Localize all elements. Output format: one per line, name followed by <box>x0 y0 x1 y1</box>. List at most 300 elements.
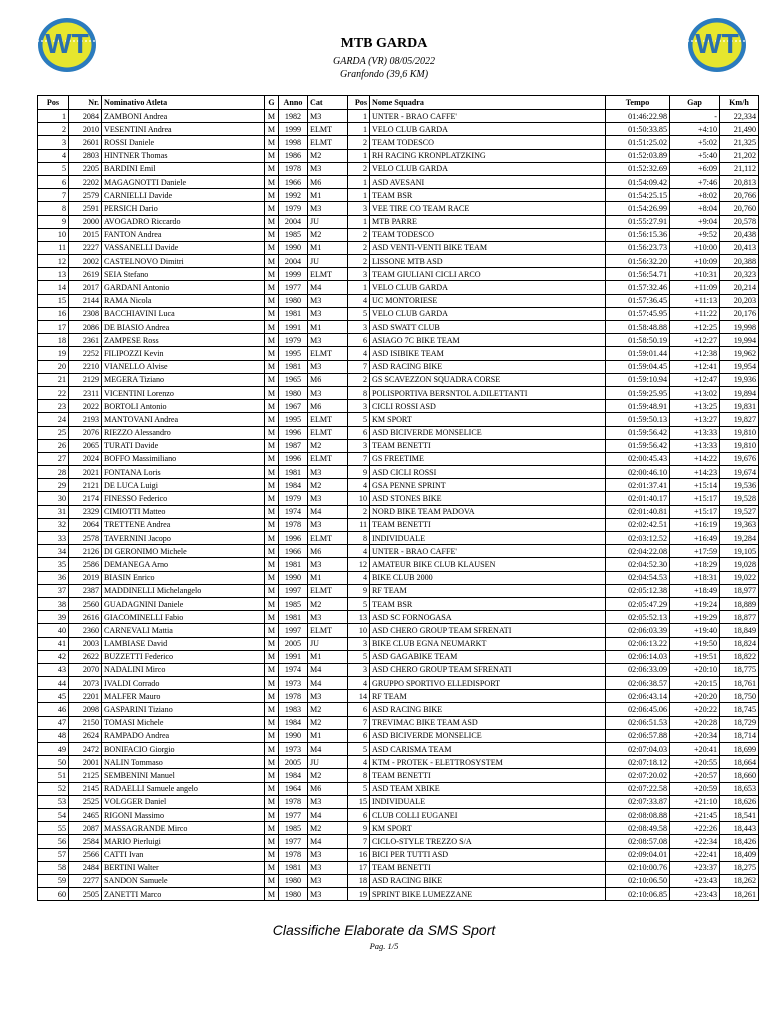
cell-year: 1980 <box>279 874 308 887</box>
col-pos: Pos <box>38 96 69 110</box>
table-row <box>38 123 759 136</box>
cell-gender: M <box>265 505 279 518</box>
cell-team: UNTER - BRAO CAFFE' <box>370 110 606 123</box>
cell-gap: +20:34 <box>670 729 720 742</box>
cell-athlete: CATTI Ivan <box>102 848 265 861</box>
cell-gender: M <box>265 756 279 769</box>
table-row <box>38 202 759 215</box>
cell-year: 1978 <box>279 518 308 531</box>
cell-athlete: GIACOMINELLI Fabio <box>102 611 265 624</box>
cell-gender: M <box>265 215 279 228</box>
cell-team: ASD BICIVERDE MONSELICE <box>370 729 606 742</box>
table-row <box>38 452 759 465</box>
cell-year: 1981 <box>279 558 308 571</box>
cell-cat-pos: 19 <box>348 888 370 901</box>
cell-team: VELO CLUB GARDA <box>370 123 606 136</box>
cell-cat-pos: 7 <box>348 716 370 729</box>
table-row <box>38 782 759 795</box>
cell-gap: +15:17 <box>670 492 720 505</box>
cell-gap: +23:43 <box>670 888 720 901</box>
cell-cat-pos: 3 <box>348 637 370 650</box>
cell-bib: 2619 <box>69 268 102 281</box>
cell-pos: 17 <box>38 321 69 334</box>
cell-gender: M <box>265 571 279 584</box>
cell-team: ASD SWATT CLUB <box>370 321 606 334</box>
cell-athlete: NADALINI Mirco <box>102 663 265 676</box>
table-row <box>38 874 759 887</box>
cell-team: BIKE CLUB EGNA NEUMARKT <box>370 637 606 650</box>
cell-year: 1996 <box>279 426 308 439</box>
cell-year: 2004 <box>279 215 308 228</box>
cell-gap: +7:46 <box>670 175 720 188</box>
cell-category: ELMT <box>308 123 348 136</box>
cell-speed: 18,977 <box>720 584 759 597</box>
cell-year: 1984 <box>279 716 308 729</box>
cell-time: 02:07:18.12 <box>606 756 670 769</box>
cell-bib: 2121 <box>69 479 102 492</box>
cell-bib: 2803 <box>69 149 102 162</box>
cell-cat-pos: 3 <box>348 400 370 413</box>
cell-pos: 18 <box>38 334 69 347</box>
cell-speed: 18,664 <box>720 756 759 769</box>
cell-speed: 21,112 <box>720 162 759 175</box>
cell-team: ASD TEAM XBIKE <box>370 782 606 795</box>
cell-cat-pos: 6 <box>348 703 370 716</box>
table-row <box>38 848 759 861</box>
cell-cat-pos: 10 <box>348 624 370 637</box>
cell-team: ASD RACING BIKE <box>370 874 606 887</box>
cell-category: M3 <box>308 110 348 123</box>
cell-gap: +8:04 <box>670 202 720 215</box>
cell-bib: 2591 <box>69 202 102 215</box>
cell-bib: 2505 <box>69 888 102 901</box>
cell-time: 02:01:37.41 <box>606 479 670 492</box>
cell-cat-pos: 5 <box>348 650 370 663</box>
cell-year: 1981 <box>279 611 308 624</box>
cell-category: M3 <box>308 874 348 887</box>
cell-category: M2 <box>308 703 348 716</box>
cell-speed: 18,822 <box>720 650 759 663</box>
cell-category: M3 <box>308 611 348 624</box>
cell-gender: M <box>265 729 279 742</box>
cell-athlete: BUZZETTI Federico <box>102 650 265 663</box>
cell-pos: 34 <box>38 545 69 558</box>
cell-athlete: MARIO Pierluigi <box>102 835 265 848</box>
cell-team: ASD AVESANI <box>370 175 606 188</box>
cell-team: ASD CICLI ROSSI <box>370 466 606 479</box>
cell-cat-pos: 2 <box>348 255 370 268</box>
cell-gap: +9:52 <box>670 228 720 241</box>
cell-year: 1997 <box>279 584 308 597</box>
table-row <box>38 162 759 175</box>
table-row <box>38 808 759 821</box>
cell-bib: 2560 <box>69 597 102 610</box>
results-body <box>38 110 759 901</box>
cell-gap: +12:41 <box>670 360 720 373</box>
cell-athlete: DEMANEGA Arno <box>102 558 265 571</box>
cell-pos: 39 <box>38 611 69 624</box>
cell-gap: +20:59 <box>670 782 720 795</box>
cell-category: M3 <box>308 492 348 505</box>
cell-cat-pos: 15 <box>348 795 370 808</box>
cell-bib: 2329 <box>69 505 102 518</box>
cell-year: 1977 <box>279 835 308 848</box>
cell-time: 02:06:45.06 <box>606 703 670 716</box>
col-nr: Nr. <box>69 96 102 110</box>
cell-pos: 3 <box>38 136 69 149</box>
cell-gap: +19:24 <box>670 597 720 610</box>
table-row <box>38 466 759 479</box>
cell-cat-pos: 6 <box>348 808 370 821</box>
cell-bib: 2601 <box>69 136 102 149</box>
table-row <box>38 268 759 281</box>
table-row <box>38 835 759 848</box>
cell-bib: 2126 <box>69 545 102 558</box>
cell-bib: 2193 <box>69 413 102 426</box>
cell-time: 02:05:47.29 <box>606 597 670 610</box>
cell-gap: +23:37 <box>670 861 720 874</box>
cell-bib: 2010 <box>69 123 102 136</box>
cell-bib: 2021 <box>69 466 102 479</box>
cell-pos: 38 <box>38 597 69 610</box>
cell-year: 1981 <box>279 307 308 320</box>
cell-speed: 21,490 <box>720 123 759 136</box>
cell-category: M4 <box>308 835 348 848</box>
cell-cat-pos: 9 <box>348 584 370 597</box>
cell-gap: +6:09 <box>670 162 720 175</box>
cell-category: M3 <box>308 861 348 874</box>
cell-gender: M <box>265 386 279 399</box>
cell-athlete: BIASIN Enrico <box>102 571 265 584</box>
cell-team: CICLI ROSSI ASD <box>370 400 606 413</box>
cell-speed: 18,541 <box>720 808 759 821</box>
cell-year: 1985 <box>279 597 308 610</box>
cell-category: M3 <box>308 307 348 320</box>
cell-speed: 20,203 <box>720 294 759 307</box>
cell-athlete: RAMPADO Andrea <box>102 729 265 742</box>
cell-athlete: IVALDI Corrado <box>102 677 265 690</box>
cell-speed: 18,409 <box>720 848 759 861</box>
cell-bib: 2024 <box>69 452 102 465</box>
col-athlete: Nominativo Atleta <box>102 96 265 110</box>
cell-year: 1991 <box>279 650 308 663</box>
cell-time: 02:10:00.76 <box>606 861 670 874</box>
cell-pos: 32 <box>38 518 69 531</box>
cell-year: 1981 <box>279 466 308 479</box>
cell-gender: M <box>265 637 279 650</box>
cell-bib: 2144 <box>69 294 102 307</box>
cell-cat-pos: 10 <box>348 492 370 505</box>
cell-pos: 50 <box>38 756 69 769</box>
cell-gap: +10:00 <box>670 241 720 254</box>
cell-speed: 18,761 <box>720 677 759 690</box>
cell-bib: 2202 <box>69 175 102 188</box>
cell-team: UNTER - BRAO CAFFE' <box>370 545 606 558</box>
cell-speed: 19,676 <box>720 452 759 465</box>
cell-gap: +11:13 <box>670 294 720 307</box>
cell-year: 1985 <box>279 822 308 835</box>
cell-gender: M <box>265 202 279 215</box>
cell-gap: +20:20 <box>670 690 720 703</box>
cell-year: 1986 <box>279 149 308 162</box>
cell-category: M3 <box>308 558 348 571</box>
cell-pos: 22 <box>38 386 69 399</box>
cell-team: RF TEAM <box>370 584 606 597</box>
cell-speed: 20,413 <box>720 241 759 254</box>
cell-speed: 21,202 <box>720 149 759 162</box>
cell-cat-pos: 14 <box>348 690 370 703</box>
cell-cat-pos: 5 <box>348 743 370 756</box>
cell-speed: 20,323 <box>720 268 759 281</box>
cell-gender: M <box>265 255 279 268</box>
cell-bib: 2174 <box>69 492 102 505</box>
cell-team: LISSONE MTB ASD <box>370 255 606 268</box>
cell-gender: M <box>265 545 279 558</box>
cell-team: ASD CHERO GROUP TEAM SFRENATI <box>370 663 606 676</box>
cell-pos: 9 <box>38 215 69 228</box>
cell-gender: M <box>265 228 279 241</box>
cell-athlete: LAMBIASE David <box>102 637 265 650</box>
table-row <box>38 373 759 386</box>
cell-year: 1985 <box>279 228 308 241</box>
cell-athlete: BERTINI Walter <box>102 861 265 874</box>
cell-bib: 2308 <box>69 307 102 320</box>
cell-pos: 10 <box>38 228 69 241</box>
cell-pos: 52 <box>38 782 69 795</box>
cell-time: 01:59:10.94 <box>606 373 670 386</box>
cell-team: AMATEUR BIKE CLUB KLAUSEN <box>370 558 606 571</box>
cell-gender: M <box>265 782 279 795</box>
cell-athlete: ZAMPESE Ross <box>102 334 265 347</box>
table-row <box>38 175 759 188</box>
cell-pos: 45 <box>38 690 69 703</box>
cell-athlete: VESENTINI Andrea <box>102 123 265 136</box>
cell-bib: 2129 <box>69 373 102 386</box>
cell-category: M6 <box>308 782 348 795</box>
cell-gap: +19:50 <box>670 637 720 650</box>
cell-pos: 12 <box>38 255 69 268</box>
cell-cat-pos: 1 <box>348 175 370 188</box>
cell-category: M3 <box>308 848 348 861</box>
cell-speed: 19,962 <box>720 347 759 360</box>
cell-cat-pos: 7 <box>348 360 370 373</box>
cell-team: NORD BIKE TEAM PADOVA <box>370 505 606 518</box>
cell-gap: +11:09 <box>670 281 720 294</box>
cell-athlete: MEGERA Tiziano <box>102 373 265 386</box>
cell-bib: 2015 <box>69 228 102 241</box>
cell-gap: +10:31 <box>670 268 720 281</box>
cell-team: GS FREETIME <box>370 452 606 465</box>
cell-gender: M <box>265 426 279 439</box>
cell-category: M3 <box>308 518 348 531</box>
cell-bib: 2145 <box>69 782 102 795</box>
cell-speed: 18,699 <box>720 743 759 756</box>
cell-athlete: DE BIASIO Andrea <box>102 321 265 334</box>
cell-speed: 18,877 <box>720 611 759 624</box>
cell-gender: M <box>265 373 279 386</box>
cell-cat-pos: 5 <box>348 413 370 426</box>
cell-team: ASD SC FORNOGASA <box>370 611 606 624</box>
cell-gender: M <box>265 413 279 426</box>
cell-time: 01:54:26.99 <box>606 202 670 215</box>
cell-gender: M <box>265 518 279 531</box>
cell-gap: +13:33 <box>670 439 720 452</box>
cell-cat-pos: 4 <box>348 545 370 558</box>
cell-bib: 2578 <box>69 532 102 545</box>
cell-category: ELMT <box>308 426 348 439</box>
cell-year: 1978 <box>279 848 308 861</box>
table-row <box>38 334 759 347</box>
cell-team: GS SCAVEZZON SQUADRA CORSE <box>370 373 606 386</box>
cell-cat-pos: 6 <box>348 426 370 439</box>
cell-pos: 42 <box>38 650 69 663</box>
cell-speed: 18,426 <box>720 835 759 848</box>
cell-team: KM SPORT <box>370 822 606 835</box>
cell-time: 02:07:33.87 <box>606 795 670 808</box>
table-row <box>38 571 759 584</box>
page-title: MTB GARDA <box>340 36 428 51</box>
cell-time: 02:06:03.39 <box>606 624 670 637</box>
cell-gap: +22:34 <box>670 835 720 848</box>
cell-pos: 54 <box>38 808 69 821</box>
cell-year: 1999 <box>279 123 308 136</box>
cell-gender: M <box>265 874 279 887</box>
cell-time: 02:01:40.81 <box>606 505 670 518</box>
cell-pos: 60 <box>38 888 69 901</box>
cell-bib: 2579 <box>69 189 102 202</box>
table-row <box>38 136 759 149</box>
cell-speed: 19,810 <box>720 439 759 452</box>
col-year: Anno <box>279 96 308 110</box>
cell-athlete: AVOGADRO Riccardo <box>102 215 265 228</box>
cell-speed: 19,527 <box>720 505 759 518</box>
table-row <box>38 386 759 399</box>
table-row <box>38 505 759 518</box>
cell-athlete: FINESSO Federico <box>102 492 265 505</box>
cell-gender: M <box>265 663 279 676</box>
cell-category: M3 <box>308 162 348 175</box>
cell-gender: M <box>265 400 279 413</box>
cell-category: M4 <box>308 743 348 756</box>
cell-athlete: GUADAGNINI Daniele <box>102 597 265 610</box>
cell-time: 01:46:22.98 <box>606 110 670 123</box>
cell-bib: 2150 <box>69 716 102 729</box>
cell-time: 02:07:04.03 <box>606 743 670 756</box>
cell-speed: 18,824 <box>720 637 759 650</box>
cell-year: 2004 <box>279 255 308 268</box>
cell-year: 1995 <box>279 413 308 426</box>
cell-gap: +23:43 <box>670 874 720 887</box>
cell-pos: 37 <box>38 584 69 597</box>
cell-athlete: ZANETTI Marco <box>102 888 265 901</box>
cell-cat-pos: 9 <box>348 822 370 835</box>
col-cat-pos: Pos <box>348 96 370 110</box>
cell-time: 02:03:12.52 <box>606 532 670 545</box>
cell-speed: 18,745 <box>720 703 759 716</box>
cell-gender: M <box>265 281 279 294</box>
cell-year: 1996 <box>279 532 308 545</box>
cell-speed: 19,954 <box>720 360 759 373</box>
cell-gender: M <box>265 822 279 835</box>
cell-gap: +12:25 <box>670 321 720 334</box>
cell-year: 1977 <box>279 808 308 821</box>
cell-bib: 2622 <box>69 650 102 663</box>
cell-speed: 20,760 <box>720 202 759 215</box>
cell-gender: M <box>265 861 279 874</box>
table-row <box>38 321 759 334</box>
cell-time: 02:06:14.03 <box>606 650 670 663</box>
cell-speed: 18,443 <box>720 822 759 835</box>
cell-athlete: CARNEVALI Mattia <box>102 624 265 637</box>
table-row <box>38 479 759 492</box>
cell-year: 1966 <box>279 175 308 188</box>
cell-speed: 19,827 <box>720 413 759 426</box>
cell-gender: M <box>265 558 279 571</box>
cell-pos: 41 <box>38 637 69 650</box>
cell-time: 02:05:52.13 <box>606 611 670 624</box>
svg-text:WT: WT <box>695 28 739 59</box>
cell-bib: 2624 <box>69 729 102 742</box>
col-gap: Gap <box>670 96 720 110</box>
cell-category: M3 <box>308 690 348 703</box>
cell-bib: 2360 <box>69 624 102 637</box>
cell-athlete: VASSANELLI Davide <box>102 241 265 254</box>
cell-gender: M <box>265 466 279 479</box>
cell-athlete: GARDANI Antonio <box>102 281 265 294</box>
cell-pos: 21 <box>38 373 69 386</box>
cell-year: 1998 <box>279 136 308 149</box>
cell-pos: 29 <box>38 479 69 492</box>
cell-team: MTB PARRE <box>370 215 606 228</box>
cell-category: JU <box>308 255 348 268</box>
cell-team: UC MONTORIESE <box>370 294 606 307</box>
cell-bib: 2472 <box>69 743 102 756</box>
cell-cat-pos: 3 <box>348 439 370 452</box>
cell-year: 1977 <box>279 281 308 294</box>
cell-time: 01:59:48.91 <box>606 400 670 413</box>
table-row <box>38 729 759 742</box>
cell-cat-pos: 11 <box>348 518 370 531</box>
footer-credit: Classifiche Elaborate da SMS Sport <box>272 922 496 938</box>
cell-gap: +13:33 <box>670 426 720 439</box>
cell-cat-pos: 4 <box>348 677 370 690</box>
cell-pos: 58 <box>38 861 69 874</box>
cell-year: 1967 <box>279 400 308 413</box>
cell-year: 1979 <box>279 202 308 215</box>
cell-gap: +14:23 <box>670 466 720 479</box>
cell-team: ASD ISIBIKE TEAM <box>370 347 606 360</box>
cell-athlete: NALIN Tommaso <box>102 756 265 769</box>
cell-category: M3 <box>308 334 348 347</box>
cell-category: M6 <box>308 400 348 413</box>
cell-pos: 14 <box>38 281 69 294</box>
cell-category: M4 <box>308 677 348 690</box>
cell-athlete: BOFFO Massimiliano <box>102 452 265 465</box>
cell-cat-pos: 9 <box>348 466 370 479</box>
cell-pos: 8 <box>38 202 69 215</box>
cell-pos: 49 <box>38 743 69 756</box>
cell-speed: 20,813 <box>720 175 759 188</box>
cell-team: INDIVIDUALE <box>370 795 606 808</box>
cell-year: 1978 <box>279 795 308 808</box>
cell-time: 01:59:56.42 <box>606 426 670 439</box>
cell-athlete: RAMA Nicola <box>102 294 265 307</box>
cell-time: 02:00:45.43 <box>606 452 670 465</box>
cell-cat-pos: 13 <box>348 611 370 624</box>
cell-year: 1980 <box>279 386 308 399</box>
cell-cat-pos: 4 <box>348 756 370 769</box>
cell-gender: M <box>265 321 279 334</box>
